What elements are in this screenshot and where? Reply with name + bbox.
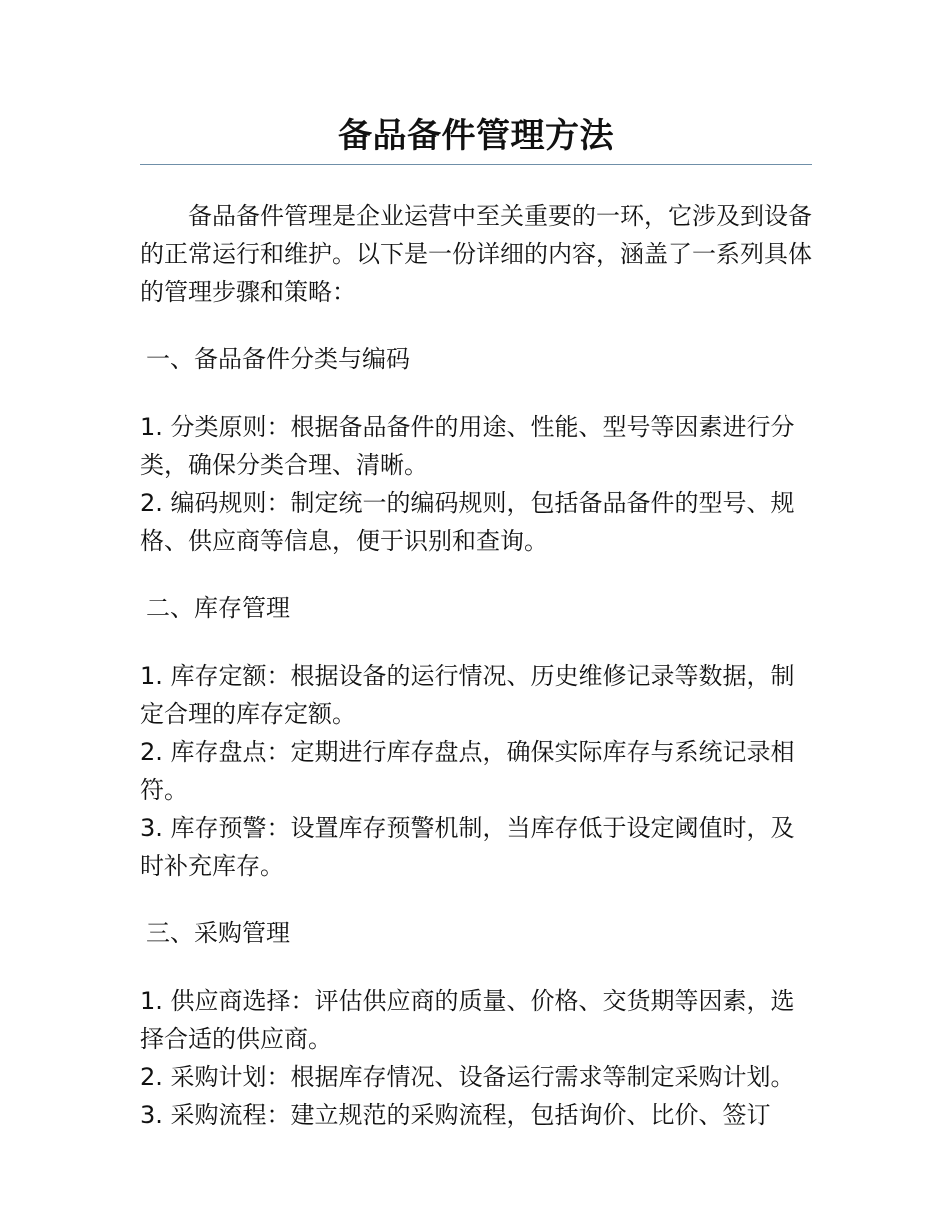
intro-paragraph: 备品备件管理是企业运营中至关重要的一环，它涉及到设备的正常运行和维护。以下是一份详细的内容，涵盖了一系列具体的管理步骤和策略： [140, 202, 812, 306]
list-item: 3. 采购流程：建立规范的采购流程，包括询价、比价、签订 [140, 1101, 771, 1129]
section-heading-inventory: 二、库存管理 [146, 594, 290, 622]
list-item: 1. 供应商选择：评估供应商的质量、价格、交货期等因素，选择合适的供应商。 [140, 987, 795, 1053]
section-list-inventory [140, 657, 812, 885]
list-item: 2. 库存盘点：定期进行库存盘点，确保实际库存与系统记录相符。 [140, 738, 795, 804]
list-item: 2. 采购计划：根据库存情况、设备运行需求等制定采购计划。 [140, 1063, 795, 1091]
document-page [140, 112, 812, 1134]
list-item: 3. 库存预警：设置库存预警机制，当库存低于设定阈值时，及时补充库存。 [140, 814, 795, 880]
section-list-procurement [140, 982, 812, 1134]
list-item: 2. 编码规则：制定统一的编码规则，包括备品备件的型号、规格、供应商等信息，便于识别和查询。 [140, 489, 795, 555]
section-heading-procurement: 三、采购管理 [146, 919, 290, 947]
section-heading-classification: 一、备品备件分类与编码 [146, 345, 410, 373]
title-underline [140, 164, 812, 165]
list-item: 1. 库存定额：根据设备的运行情况、历史维修记录等数据，制定合理的库存定额。 [140, 662, 795, 728]
document-title: 备品备件管理方法 [338, 116, 614, 156]
list-item: 1. 分类原则：根据备品备件的用途、性能、型号等因素进行分类，确保分类合理、清晰。 [140, 413, 795, 479]
section-list-classification [140, 408, 812, 560]
